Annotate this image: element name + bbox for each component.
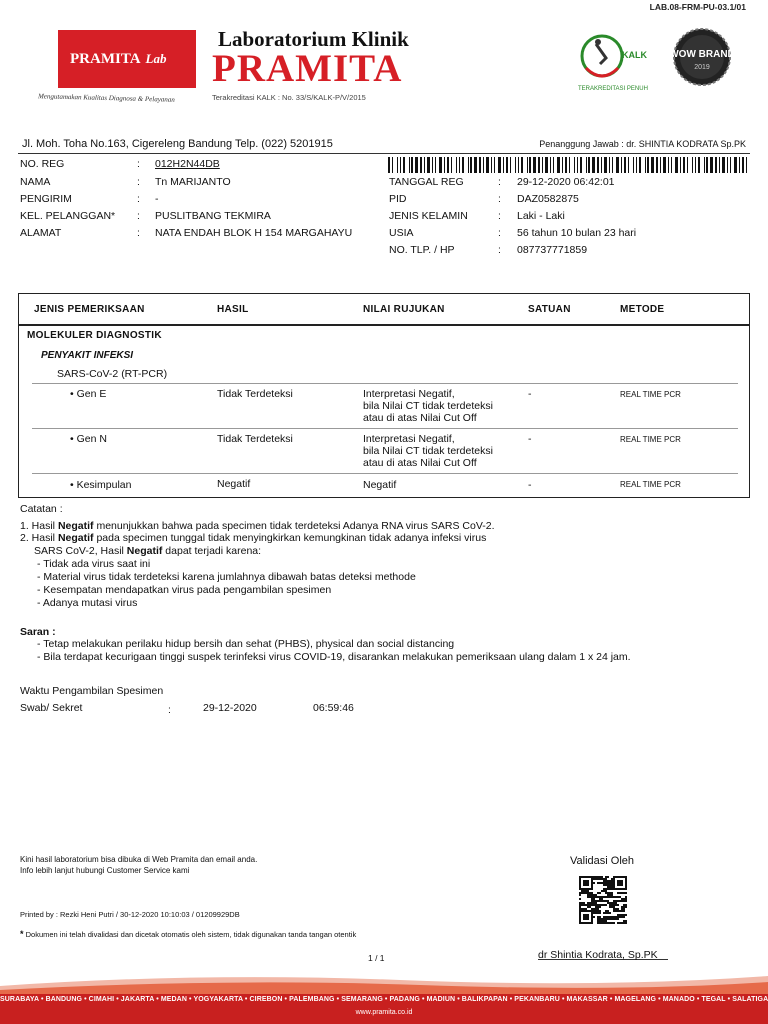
logo-tagline: Mengutamakan Kualitas Diagnosa & Pelayanan xyxy=(37,92,175,104)
branch-cities: SURABAYA • BANDUNG • CIMAHI • JAKARTA • MEDAN • YOGYAKARTA • CIREBON • PALEMBANG • SEMARANG • PADANG • MADIUN • BALIKPAPAN • PEKANBARU • MAKASSAR • MAGELANG • MANADO • TEGAL • SALATIGA xyxy=(0,996,768,1003)
kalk-logo-icon xyxy=(578,28,647,84)
saran-title: Saran : xyxy=(20,626,56,638)
specimen-date: 29-12-2020 xyxy=(203,702,257,714)
telp-value: 087737771859 xyxy=(517,244,588,256)
kesimpulan-name: • Kesimpulan xyxy=(70,479,132,491)
web-info-line1: Kini hasil laboratorium bisa dibuka di Web Pramita dan email anda. xyxy=(20,855,258,864)
accreditation-text: Terakreditasi KALK : No. 33/S/KALK-P/V/2015 xyxy=(212,93,366,102)
qr-code-icon xyxy=(579,876,627,924)
specimen-type: Swab/ Sekret xyxy=(20,702,83,714)
note-2b-pre: SARS CoV-2, Hasil xyxy=(34,545,127,557)
pengirim-label: PENGIRIM xyxy=(20,193,72,205)
kel-pelanggan-label: KEL. PELANGGAN* xyxy=(20,210,116,222)
tanggal-reg-colon: : xyxy=(498,176,501,188)
gen-n-name: • Gen N xyxy=(70,433,107,445)
col-header-hasil: HASIL xyxy=(217,304,249,315)
note-2-post: pada specimen tunggal tidak menyingkirkan kemungkinan tidak adanya infeksi virus xyxy=(93,532,487,544)
wow-year: 2019 xyxy=(694,64,710,71)
telp-label: NO. TLP. / HP xyxy=(389,244,455,256)
note-1 xyxy=(20,520,495,532)
col-header-jenis: JENIS PEMERIKSAAN xyxy=(34,304,145,315)
lab-title-line1: Laboratorium Klinik xyxy=(218,27,409,51)
alamat-value: NATA ENDAH BLOK H 154 MARGAHAYU xyxy=(155,227,353,239)
specimen-time: 06:59:46 xyxy=(313,702,354,714)
disclaimer-star: * xyxy=(20,929,24,939)
row-divider xyxy=(32,428,738,429)
col-header-satuan: SATUAN xyxy=(528,304,571,315)
pid-colon: : xyxy=(498,193,501,205)
gen-n-ref-line3: atau di atas Nilai Cut Off xyxy=(363,457,477,469)
penanggung-jawab: Penanggung Jawab : dr. SHINTIA KODRATA Sp.PK xyxy=(539,139,746,149)
kel-pelanggan-colon: : xyxy=(137,210,140,222)
kesimpulan-ref: Negatif xyxy=(363,479,397,491)
usia-label: USIA xyxy=(389,227,414,239)
pengirim-value: - xyxy=(155,193,159,205)
gen-n-result: Tidak Terdeteksi xyxy=(217,433,293,445)
web-info-line2: Info lebih lanjut hubungi Customer Service kami xyxy=(20,866,190,875)
gen-e-ref-line3: atau di atas Nilai Cut Off xyxy=(363,412,477,424)
form-code: LAB.08-FRM-PU-03.1/01 xyxy=(649,2,746,12)
pramita-lab-logo xyxy=(58,30,196,88)
saran-2: - Bila terdapat kecurigaan tinggi suspek terinfeksi virus COVID-19, disarankan melakukan pemeriksaan ulang dalam 1 x 24 jam. xyxy=(37,651,631,663)
note-2b xyxy=(34,545,261,557)
usia-colon: : xyxy=(498,227,501,239)
note-1-pre: 1. Hasil xyxy=(20,520,58,532)
col-header-nilai-rujukan: NILAI RUJUKAN xyxy=(363,304,445,315)
header-divider xyxy=(18,153,750,154)
barcode-icon xyxy=(388,157,750,173)
kesimpulan-unit: - xyxy=(528,479,532,491)
gen-n-ref-line2: bila Nilai CT tidak terdeteksi xyxy=(363,445,493,457)
printed-by: Printed by : Rezki Heni Putri / 30-12-2020 10:10:03 / 01209929DB xyxy=(20,910,240,919)
note-2-pre: 2. Hasil xyxy=(20,532,58,544)
gen-e-unit: - xyxy=(528,388,532,400)
website-link[interactable]: www.pramita.co.id xyxy=(355,1009,413,1016)
wow-brand-text: WOW BRAND xyxy=(669,49,735,60)
pid-label: PID xyxy=(389,193,407,205)
gen-e-method: REAL TIME PCR xyxy=(620,390,681,399)
gen-n-ref-line1: Interpretasi Negatif, xyxy=(363,433,455,445)
wow-brand-badge-icon xyxy=(669,27,735,87)
gen-e-ref-line2: bila Nilai CT tidak terdeteksi xyxy=(363,400,493,412)
specimen-colon: : xyxy=(168,704,171,716)
section-title: MOLEKULER DIAGNOSTIK xyxy=(27,330,162,341)
jenis-kelamin-colon: : xyxy=(498,210,501,222)
note-1-post: menunjukkan bahwa pada specimen tidak terdeteksi Adanya RNA virus SARS CoV-2. xyxy=(93,520,495,532)
kalk-caption: TERAKREDITASI PENUH xyxy=(578,86,648,92)
pid-value: DAZ0582875 xyxy=(517,193,579,205)
gen-n-unit: - xyxy=(528,433,532,445)
usia-value: 56 tahun 10 bulan 23 hari xyxy=(517,227,637,239)
reason-2: - Material virus tidak terdeteksi karena jumlahnya dibawah batas deteksi methode xyxy=(37,571,416,583)
note-1-bold: Negatif xyxy=(57,520,94,532)
row-divider xyxy=(32,473,738,474)
table-header-divider xyxy=(18,324,750,326)
subsection-title: PENYAKIT INFEKSI xyxy=(41,350,134,361)
reg-value: 012H2N44DB xyxy=(155,158,220,170)
lab-title-line2: PRAMITA xyxy=(212,47,403,90)
logo-lab: Lab xyxy=(145,51,167,66)
jenis-kelamin-label: JENIS KELAMIN xyxy=(389,210,468,222)
nama-value: Tn MARIJANTO xyxy=(155,176,231,188)
reg-label: NO. REG xyxy=(20,158,65,170)
notes-title: Catatan : xyxy=(20,503,63,515)
gen-e-result: Tidak Terdeteksi xyxy=(217,388,293,400)
gen-e-name: • Gen E xyxy=(70,388,107,400)
kel-pelanggan-value: PUSLITBANG TEKMIRA xyxy=(155,210,271,222)
pengirim-colon: : xyxy=(137,193,140,205)
reason-4: - Adanya mutasi virus xyxy=(37,597,138,609)
kesimpulan-result: Negatif xyxy=(217,478,251,490)
jenis-kelamin-value: Laki - Laki xyxy=(517,210,565,222)
validasi-label: Validasi Oleh xyxy=(570,855,634,867)
note-2b-bold: Negatif xyxy=(126,545,163,557)
note-2 xyxy=(20,532,486,544)
test-group-title: SARS-CoV-2 (RT-PCR) xyxy=(57,368,168,380)
kalk-label: KALK xyxy=(622,50,647,60)
telp-colon: : xyxy=(498,244,501,256)
kesimpulan-method: REAL TIME PCR xyxy=(620,480,681,489)
reason-1: - Tidak ada virus saat ini xyxy=(37,558,151,570)
reason-3: - Kesempatan mendapatkan virus pada pengambilan spesimen xyxy=(37,584,332,596)
tanggal-reg-value: 29-12-2020 06:42:01 xyxy=(517,176,615,188)
nama-colon: : xyxy=(137,176,140,188)
gen-e-ref-line1: Interpretasi Negatif, xyxy=(363,388,455,400)
gen-n-method: REAL TIME PCR xyxy=(620,435,681,444)
note-2-bold: Negatif xyxy=(57,532,94,544)
saran-1: - Tetap melakukan perilaku hidup bersih dan sehat (PHBS), physical dan social distancing xyxy=(37,638,455,650)
tanggal-reg-label: TANGGAL REG xyxy=(389,176,464,188)
nama-label: NAMA xyxy=(20,176,51,188)
specimen-title: Waktu Pengambilan Spesimen xyxy=(20,685,164,697)
page-number: 1 / 1 xyxy=(368,953,385,963)
logo-name: PRAMITA xyxy=(70,50,141,67)
note-2b-post: dapat terjadi karena: xyxy=(162,545,262,557)
alamat-colon: : xyxy=(137,227,140,239)
lab-address: Jl. Moh. Toha No.163, Cigereleng Bandung Telp. (022) 5201915 xyxy=(22,138,333,150)
disclaimer-text: Dokumen ini telah divalidasi dan dicetak otomatis oleh sistem, tidak digunakan tanda tangan otentik xyxy=(25,930,357,939)
disclaimer xyxy=(20,929,356,939)
footer-wave-decoration xyxy=(0,968,768,996)
row-divider xyxy=(32,383,738,384)
reg-colon: : xyxy=(137,158,140,170)
alamat-label: ALAMAT xyxy=(20,227,62,239)
col-header-metode: METODE xyxy=(620,304,665,315)
signer-name: dr Shintia Kodrata, Sp.PK xyxy=(538,949,658,961)
